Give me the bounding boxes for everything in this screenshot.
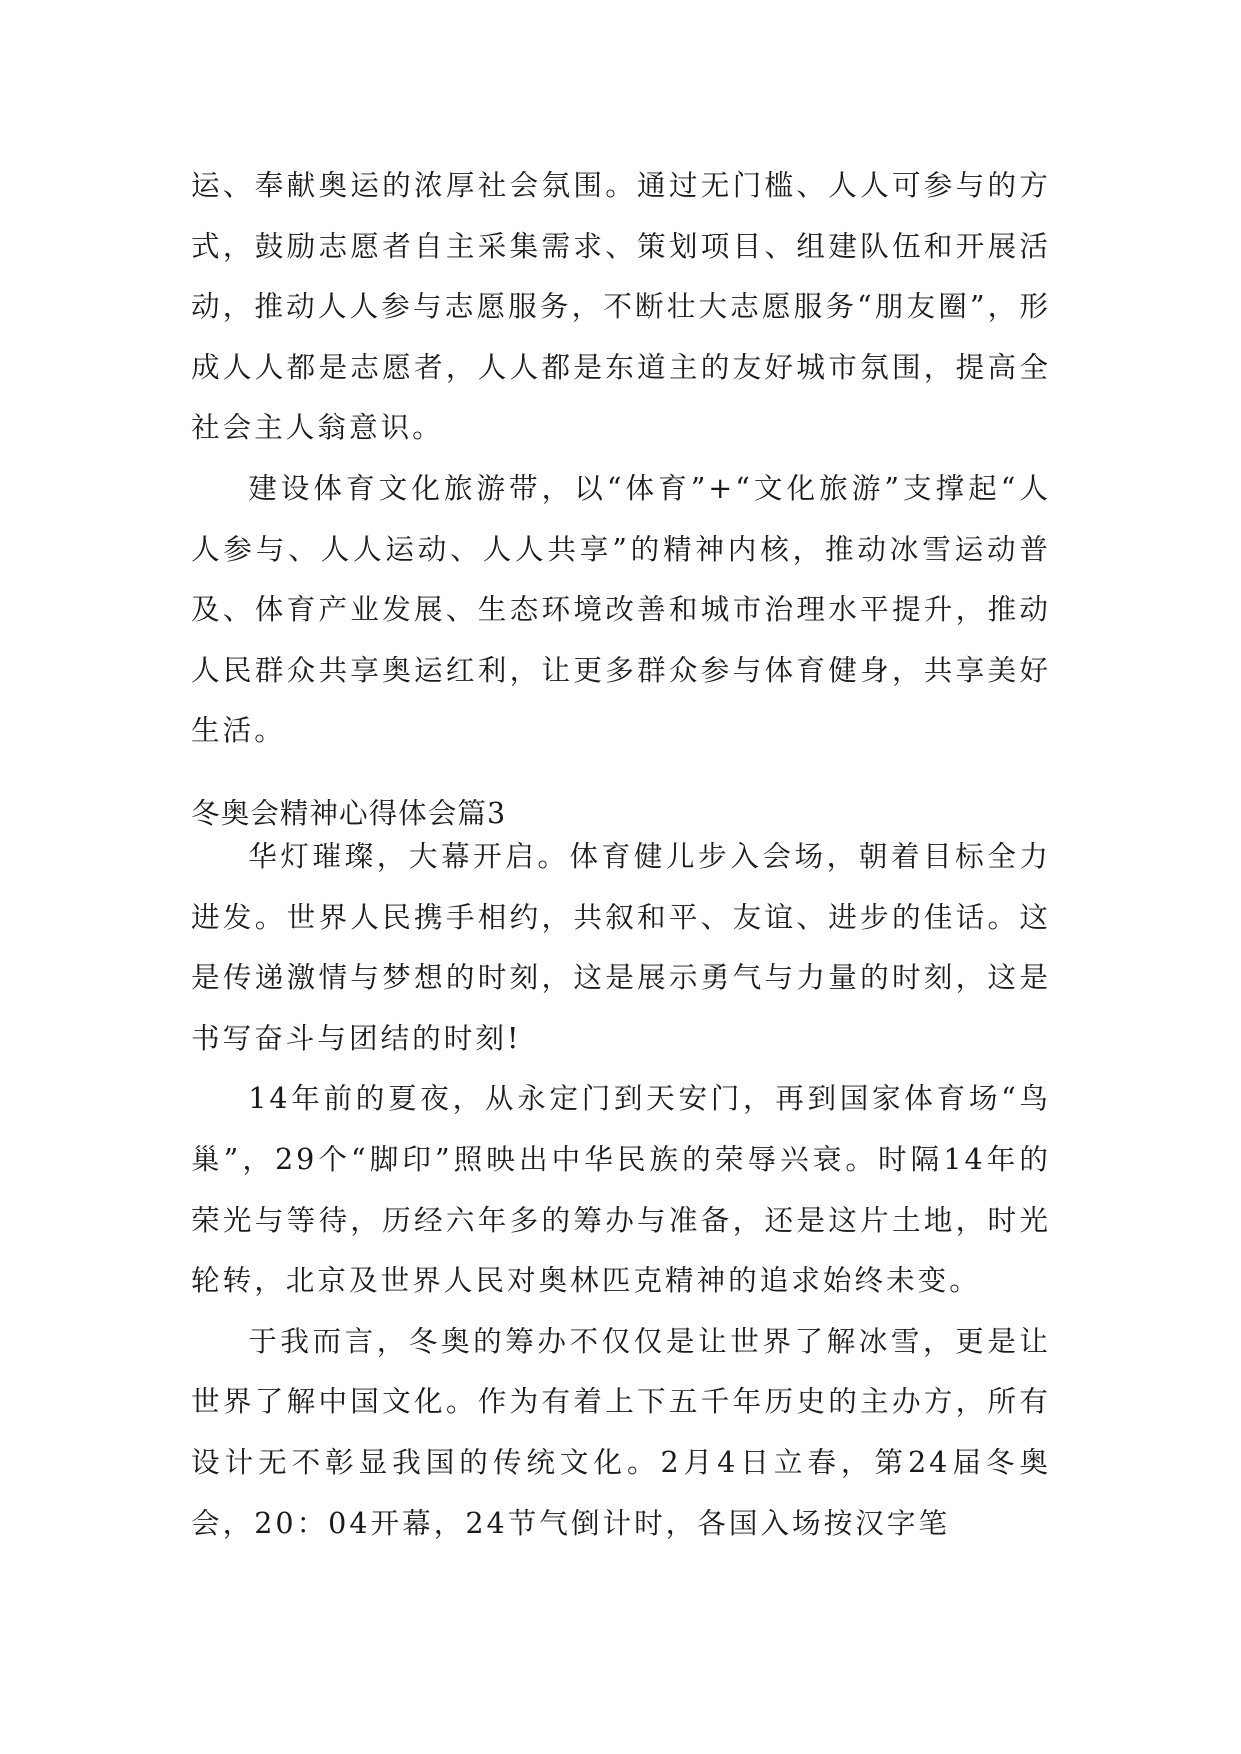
paragraph-14-years-ago: 14年前的夏夜，从永定门到天安门，再到国家体育场“鸟巢”，29个“脚印”照映出中华民族的荣辱兴衰。时隔14年的荣光与等待，历经六年多的筹办与准备，还是这片土地，时光轮转，北京及世界人民对奥林匹克精神的追求始终未变。 bbox=[191, 1081, 1051, 1298]
paragraph-opening: 华灯璀璨，大幕开启。体育健儿步入会场，朝着目标全力进发。世界人民携手相约，共叙和平、友谊、进步的佳话。这是传递激情与梦想的时刻，这是展示勇气与力量的时刻，这是书写奋斗与团结的时刻! bbox=[191, 839, 1051, 1055]
section-1-body bbox=[191, 155, 1051, 761]
section-heading: 冬奥会精神心得体会篇3 bbox=[191, 796, 507, 830]
paragraph-sports-culture-tourism: 建设体育文化旅游带，以“体育”+“文化旅游”支撑起“人人参与、人人运动、人人共享”的精神内核，推动冰雪运动普及、体育产业发展、生态环境改善和城市治理水平提升，推动人民群众共享奥运红利，让更多群众参与体育健身，共享美好生活。 bbox=[191, 470, 1051, 748]
section-2-body bbox=[191, 826, 1051, 1553]
paragraph-chinese-culture: 于我而言，冬奥的筹办不仅仅是让世界了解冰雪，更是让世界了解中国文化。作为有着上下五千年历史的主办方，所有设计无不彰显我国的传统文化。2月4日立春，第24届冬奥会，20：04开幕，24节气倒计时，各国入场按汉字笔 bbox=[191, 1323, 1051, 1540]
paragraph-continued: 运、奉献奥运的浓厚社会氛围。通过无门槛、人人可参与的方式，鼓励志愿者自主采集需求、策划项目、组建队伍和开展活动，推动人人参与志愿服务，不断壮大志愿服务“朋友圈”，形成人人都是志愿者，人人都是东道主的友好城市氛围，提高全社会主人翁意识。 bbox=[191, 168, 1051, 445]
